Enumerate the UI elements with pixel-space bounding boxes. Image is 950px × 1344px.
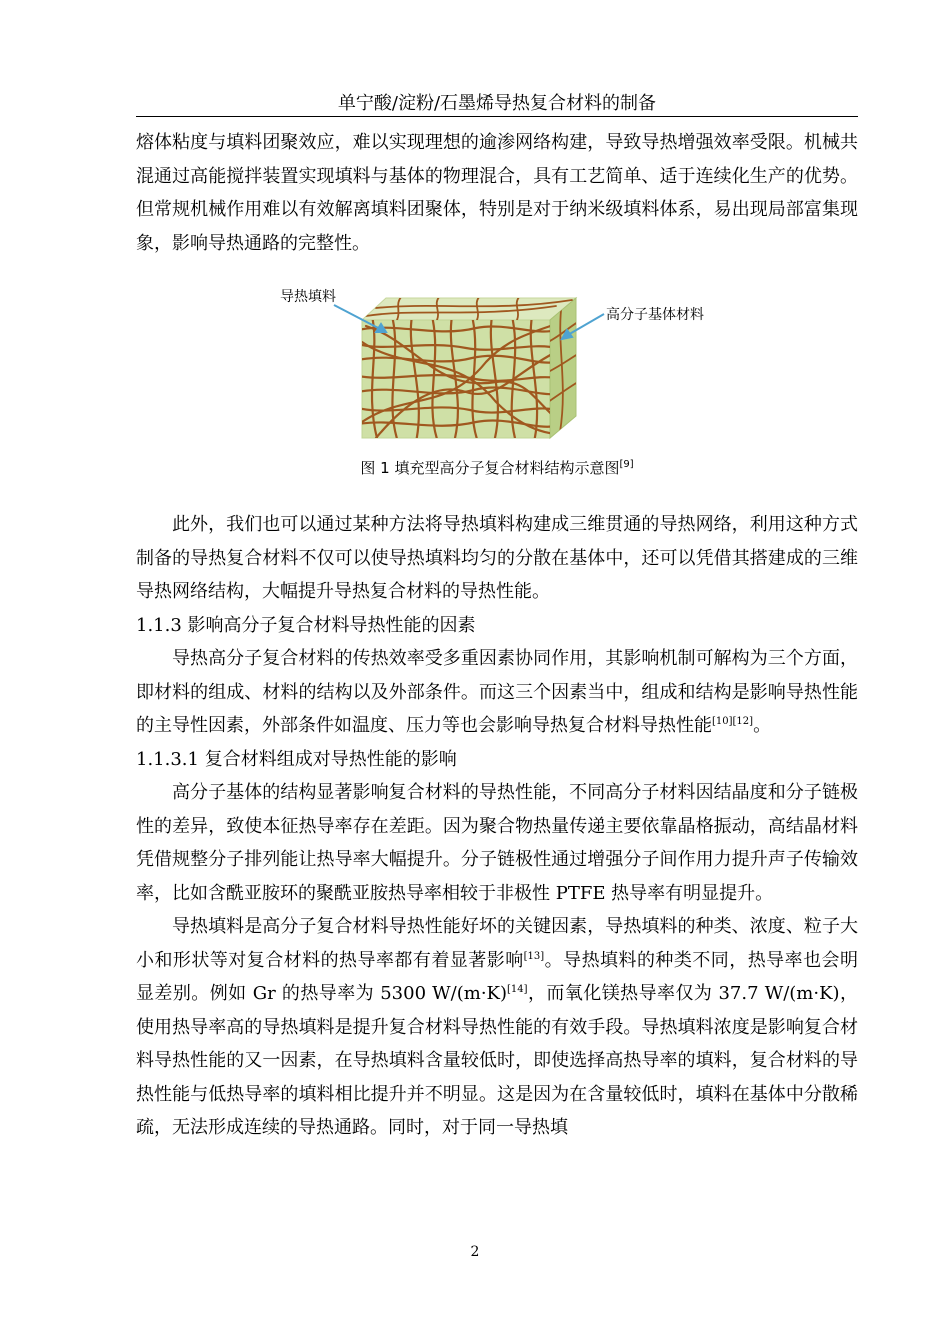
figure-1 <box>136 282 858 494</box>
paragraph-4: 高分子基体的结构显著影响复合材料的导热性能，不同高分子材料因结晶度和分子链极性的差异，致使本征热导率存在差距。因为聚合物热量传递主要依靠晶格振动，高结晶材料凭借规整分子排列能让热导率大幅提升。分子链极性通过增强分子间作用力提升声子传输效率，比如含酰亚胺环的聚酰亚胺热导率相较于非极性 PTFE 热导率有明显提升。 <box>136 782 858 904</box>
paragraph-5 <box>136 910 858 1145</box>
figure-caption <box>136 458 858 478</box>
label-matrix: 高分子基体材料 <box>606 307 704 323</box>
page-body <box>136 126 858 1145</box>
citation-10-12: [10][12] <box>712 716 754 727</box>
page-number: 2 <box>470 1244 480 1260</box>
label-filler: 导热填料 <box>280 289 336 305</box>
figure-caption-ref: [9] <box>619 459 634 470</box>
running-header: 单宁酸/淀粉/石墨烯导热复合材料的制备 <box>337 93 657 114</box>
composite-structure-diagram <box>136 282 858 458</box>
citation-14: [14] <box>507 984 528 995</box>
section-heading-1-1-3: 1.1.3 影响高分子复合材料导热性能的因素 <box>136 614 476 636</box>
paragraph-5-part-c: ，而氧化镁热导率仅为 37.7 W/(m·K)，使用热导率高的导热填料是提升复合材料导热性能的有效手段。导热填料浓度是影响复合材料导热性能的又一因素，在导热填料含量较低时，即使选择高热导率的填料，复合材料的导热性能与低热导率的填料相比提升并不明显。这是因为在含量较低时，填料在基体中分散稀疏，无法形成连续的导热通路。同时，对于同一导热填 <box>136 983 858 1138</box>
header-rule <box>136 116 858 117</box>
paragraph-2: 此外，我们也可以通过某种方法将导热填料构建成三维贯通的导热网络，利用这种方式制备的导热复合材料不仅可以使导热填料均匀的分散在基体中，还可以凭借其搭建成的三维导热网络结构，大幅提升导热复合材料的导热性能。 <box>136 514 858 602</box>
citation-13: [13] <box>523 950 545 962</box>
paragraph-1: 熔体粘度与填料团聚效应，难以实现理想的逾渗网络构建，导致导热增强效率受限。机械共混通过高能搅拌装置实现填料与基体的物理混合，具有工艺简单、适于连续化生产的优势。但常规机械作用难以有效解离填料团聚体，特别是对于纳米级填料体系，易出现局部富集现象，影响导热通路的完整性。 <box>136 132 858 254</box>
paragraph-3 <box>136 642 858 743</box>
paragraph-5-part-a: 导热填料是高分子复合材料导热性能好坏的关键因素，导热填料的种类、浓度、粒子大小和形状等对复合材料的热导率都有着显著影响 <box>136 916 858 971</box>
paragraph-5-part-b: 。导热填料的种类不同，热导率也会明显差别。例如 Gr 的热导率为 5300 W/(m·K) <box>136 949 859 1004</box>
figure-caption-text: 图 1 填充型高分子复合材料结构示意图 <box>360 459 620 477</box>
paragraph-3-end: 。 <box>753 715 772 736</box>
paragraph-3-text: 导热高分子复合材料的传热效率受多重因素协同作用，其影响机制可解构为三个方面，即材料的组成、材料的结构以及外部条件。而这三个因素当中，组成和结构是影响导热性能的主导性因素，外部条件如温度、压力等也会影响导热复合材料导热性能 <box>136 648 858 736</box>
block-top-face <box>362 298 576 320</box>
section-heading-1-1-3-1: 1.1.3.1 复合材料组成对导热性能的影响 <box>136 748 457 770</box>
